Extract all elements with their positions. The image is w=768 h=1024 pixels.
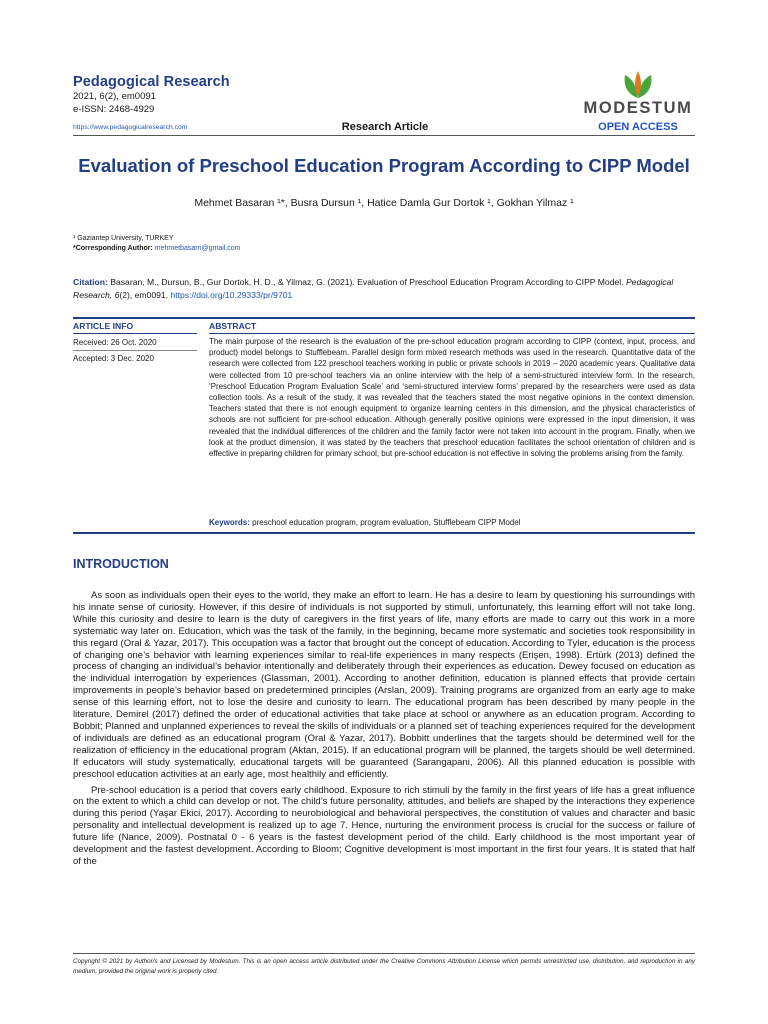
accepted-date: Accepted: 3 Dec. 2020 <box>73 354 154 363</box>
citation-text: Basaran, M., Dursun, B., Gur Dortok, H. D., & Yilmaz, G. (2021). Evaluation of Preschool Education Program According to CIPP Model. <box>110 277 624 287</box>
citation-issue: (2), em0091. <box>119 289 169 300</box>
article-title: Evaluation of Preschool Education Program According to CIPP Model <box>78 155 690 176</box>
body-paragraph: As soon as individuals open their eyes to the world, they make an effort to learn. He has a desire to learn by questioning his surroundings with his innate sense of curiosity. However, if this desire of individuals is not supported by stimuli, unfortunately, this learning effort will not take long. While this curiosity and desire to learn is the duty of caregivers in the first years of life, many efforts are made to carry out this work in a more systematic way later on. Education, which was the task of the family, in the beginning, became more systematic and societies took responsibility in this regard (Oral & Yazar, 2017). This occupation was a factor that brought out the concept of education. According to Tyler, education is the process of changing one’s behavior with learning experiences similar to real-life experiences in many respects (Erişen, 1998). Ertürk (2013) defined the process of changing an individual’s behavior intentionally and deliberately through their experiences as education. Dewey focused on education as the individual interrogation by experiences (Glassman, 2001). According to another definition, education is planned effects that provide certain improvements in people’s behavior based on predetermined principles (Arslan, 2009). Training programs are organized from an early age to make sense of this learning effort, not to lose the desire and curiosity to learn. The educational program has been described by many people in the literature. Demirel (2017) defined the order of educational activities that take place at school or anywhere as an education program. According to Bobbit; Planned and unplanned experiences to reveal the skills of individuals or a planned set of teaching experiences required for the development of individuals are defined as an educational program (Oral & Yazar, 2017). Bobbitt underlines that the targets should be determined well for the realization of efficiency in the educational program (Aktan, 2015). If an educational program will be planned, the targets should be well determined. If educators will study systematically, educational targets will be guaranteed (Sarangapani, 2006). All this planned education is possible with preschool education activities at an early age, most healthily and efficiently. <box>73 590 695 780</box>
leaf-logo-icon <box>618 69 658 99</box>
corresponding-email-link[interactable]: mehmetbasarn@gmail.com <box>154 244 241 252</box>
publisher-logo <box>583 69 693 118</box>
author-list: Mehmet Basaran ¹*, Busra Dursun ¹, Hatice Damla Gur Dortok ¹, Gokhan Yilmaz ¹ <box>194 197 574 209</box>
citation-label: Citation: <box>73 277 108 287</box>
abstract-heading: ABSTRACT <box>209 321 257 331</box>
citation-block <box>73 276 695 301</box>
abstract-rule <box>209 333 695 334</box>
info-separator <box>73 350 197 351</box>
introduction-body <box>73 590 695 872</box>
footer-divider <box>73 953 695 954</box>
publisher-logo-text: MODESTUM <box>583 99 693 117</box>
keywords-text: preschool education program, program evaluation, Stufflebeam CIPP Model <box>252 518 521 527</box>
journal-name: Pedagogical Research <box>73 74 230 90</box>
citation-journal: Pedagogical Research, <box>73 277 674 300</box>
info-bottom-rule <box>73 532 695 534</box>
affiliation-line: ¹ Gaziantep University, TURKEY <box>73 235 174 242</box>
journal-url-link[interactable]: https://www.pedagogicalresearch.com <box>73 124 188 131</box>
header-divider <box>73 135 695 136</box>
article-info-rule <box>73 333 197 334</box>
journal-header <box>73 74 230 116</box>
keywords-line <box>209 518 695 527</box>
affiliations <box>73 234 241 253</box>
abstract-body: The main purpose of the research is the evaluation of the pre-school education program according to CIPP (context, input, process, and product) model belongs to Stufflebeam. Parallel design form mixed research methods was used in the research. Quantitative data of the research were collected from 122 preschool teachers working in public or private schools in 2019 – 2020 academic years. Qualitative data were collected from 10 pre-school teachers via an online interview with the help of a semi-structured interview form. In the research, ‘Preschool Education Program Evaluation Scale’ and ‘semi-structured interview forms’ prepared by the researchers were used as data collection tools. As a result of the study, it was revealed that the teachers stated the most negative opinions in the context dimension. Teachers stated that there is not enough equipment to organize learning centers in this dimension, and the physical characteristics of schools are not sufficient for pre-school education. Although generally positive opinions were expressed in the input dimension, it was revealed that the individual differences of the children and the family factor were not taken into account in the program. Finally, when we look at the product dimension, it was stated by the teachers that preschool education facilitates the school orientation of children and is effective in preparing children for primary school, but pre-school education is not effective in solving the problems arising from the family. <box>209 337 695 459</box>
open-access-label: OPEN ACCESS <box>598 121 678 133</box>
info-top-rule <box>73 317 695 319</box>
introduction-heading: INTRODUCTION <box>73 557 169 571</box>
body-paragraph: Pre-school education is a period that covers early childhood. Exposure to rich stimuli by the family in the first years of life has a great influence on the extent to which a child can develop or not. The child’s future personality, attitudes, and beliefs are shaped by the interactions they experience during this period (Yaşar Ekici, 2017). According to neurobiological and behavioral perspectives, the constitution of values and character and basic personality and intellectual development is realized up to age 7. Hence, nurturing the environment process is crucial for the success or failure of future life (Nance, 2009). Postnatal 0 - 6 years is the fastest development period of the child. Early childhood is the most important year of development and the fastest development. According to Bloom; Cognitive development is most important in the first four years. It is stated that half of the <box>73 784 695 867</box>
keywords-label: Keywords: <box>209 518 250 527</box>
article-type-label: Research Article <box>341 121 429 133</box>
journal-issn: e-ISSN: 2468-4929 <box>73 104 155 115</box>
corresponding-author <box>73 244 241 254</box>
journal-volume: 2021, 6(2), em0091 <box>73 91 156 102</box>
citation-volume: 6 <box>114 289 120 300</box>
article-info-heading: ARTICLE INFO <box>73 321 134 331</box>
copyright-footer: Copyright © 2021 by Author/s and Licensed by Modestum. This is an open access article distributed under the Creative Commons Attribution License which permits unrestricted use, distribution, and reproduction in any medium, provided the original work is properly cited. <box>73 958 695 975</box>
corresponding-author-label: *Corresponding Author: <box>73 244 153 252</box>
citation-doi-link[interactable]: https://doi.org/10.29333/pr/9701 <box>170 289 293 300</box>
received-date: Received: 26 Oct. 2020 <box>73 338 157 347</box>
